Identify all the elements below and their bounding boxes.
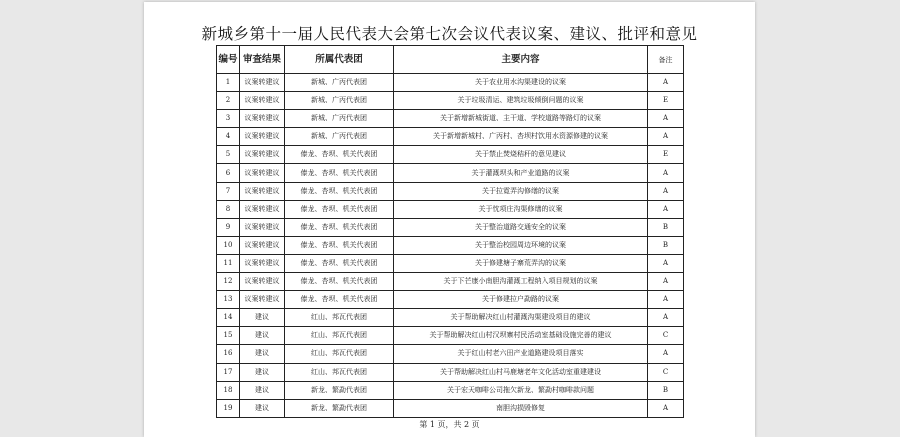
header-delegation: 所属代表团 <box>285 46 394 74</box>
cell-content: 关于新增新城街道、主干道、学校道路等路灯的议案 <box>394 110 648 128</box>
cell-status: 议案转建议 <box>240 291 285 309</box>
cell-no: 8 <box>217 200 240 218</box>
header-note: 备注 <box>648 46 684 74</box>
cell-status: 建议 <box>240 309 285 327</box>
cell-no: 7 <box>217 182 240 200</box>
cell-status: 议案转建议 <box>240 146 285 164</box>
table-row <box>217 327 684 345</box>
cell-no: 10 <box>217 236 240 254</box>
cell-content: 关于垃圾清运、建筑垃圾倾倒问题的议案 <box>394 92 648 110</box>
cell-note: B <box>648 218 684 236</box>
cell-note: A <box>648 128 684 146</box>
table-row <box>217 146 684 164</box>
cell-delegation: 红山、邦瓦代表团 <box>285 363 394 381</box>
cell-no: 14 <box>217 309 240 327</box>
cell-note: A <box>648 254 684 272</box>
cell-status: 建议 <box>240 363 285 381</box>
cell-status: 议案转建议 <box>240 200 285 218</box>
cell-note: A <box>648 200 684 218</box>
table-row <box>217 110 684 128</box>
cell-delegation: 傣龙、杏坝、机关代表团 <box>285 164 394 182</box>
cell-content: 关于新增新城村、广丙村、杏坝村饮用水资源修建的议案 <box>394 128 648 146</box>
cell-note: A <box>648 74 684 92</box>
cell-no: 3 <box>217 110 240 128</box>
cell-note: A <box>648 399 684 417</box>
cell-no: 6 <box>217 164 240 182</box>
cell-content: 关于整治校园周边环境的议案 <box>394 236 648 254</box>
cell-content: 关于下芒康小南胆沟灌溉工程纳入项目规划的议案 <box>394 273 648 291</box>
cell-no: 9 <box>217 218 240 236</box>
cell-content: 关于修建拉户勐路的议案 <box>394 291 648 309</box>
cell-delegation: 新龙、繁勐代表团 <box>285 381 394 399</box>
cell-delegation: 傣龙、杏坝、机关代表团 <box>285 146 394 164</box>
header-content: 主要内容 <box>394 46 648 74</box>
page-footer: 第 1 页，共 2 页 <box>419 420 480 429</box>
table-row <box>217 291 684 309</box>
cell-delegation: 傣龙、杏坝、机关代表团 <box>285 291 394 309</box>
cell-no: 12 <box>217 273 240 291</box>
cell-status: 议案转建议 <box>240 236 285 254</box>
cell-no: 2 <box>217 92 240 110</box>
cell-no: 13 <box>217 291 240 309</box>
cell-note: A <box>648 291 684 309</box>
cell-no: 5 <box>217 146 240 164</box>
cell-status: 议案转建议 <box>240 92 285 110</box>
cell-content: 关于灌溉坝头和产业道路的议案 <box>394 164 648 182</box>
cell-delegation: 傣龙、杏坝、机关代表团 <box>285 273 394 291</box>
cell-note: B <box>648 381 684 399</box>
cell-delegation: 傣龙、杏坝、机关代表团 <box>285 182 394 200</box>
cell-content: 关于农业用水沟渠建设的议案 <box>394 74 648 92</box>
cell-content: 关于修建塘子寨荒弄沟的议案 <box>394 254 648 272</box>
table-row <box>217 200 684 218</box>
cell-content: 南胆沟损毁修复 <box>394 399 648 417</box>
cell-no: 15 <box>217 327 240 345</box>
table-row <box>217 164 684 182</box>
cell-note: A <box>648 345 684 363</box>
cell-no: 17 <box>217 363 240 381</box>
cell-content: 关于帮助解决红山村马鹿塘老年文化活动室重建建设 <box>394 363 648 381</box>
cell-content: 关于忱项庄沟渠修缮的议案 <box>394 200 648 218</box>
cell-delegation: 傣龙、杏坝、机关代表团 <box>285 218 394 236</box>
cell-status: 建议 <box>240 345 285 363</box>
header-no: 编号 <box>217 46 240 74</box>
cell-no: 16 <box>217 345 240 363</box>
cell-note: E <box>648 146 684 164</box>
cell-note: B <box>648 236 684 254</box>
table-header-row <box>217 46 684 74</box>
table-row <box>217 74 684 92</box>
header-status: 审查结果 <box>240 46 285 74</box>
cell-delegation: 新城、广丙代表团 <box>285 110 394 128</box>
cell-content: 关于帮助解决红山村灌溉沟渠建设项目的建议 <box>394 309 648 327</box>
cell-delegation: 傣龙、杏坝、机关代表团 <box>285 200 394 218</box>
table-row <box>217 254 684 272</box>
cell-content: 关于禁止焚烧秸秆的意见建议 <box>394 146 648 164</box>
table-row <box>217 128 684 146</box>
cell-status: 建议 <box>240 381 285 399</box>
table-row <box>217 309 684 327</box>
cell-content: 关于红山村老六田产业道路建设项目落实 <box>394 345 648 363</box>
table-row <box>217 92 684 110</box>
cell-content: 关于拉霓弄沟修缮的议案 <box>394 182 648 200</box>
table-row <box>217 381 684 399</box>
cell-delegation: 红山、邦瓦代表团 <box>285 309 394 327</box>
cell-status: 议案转建议 <box>240 273 285 291</box>
cell-no: 11 <box>217 254 240 272</box>
cell-no: 18 <box>217 381 240 399</box>
cell-note: A <box>648 110 684 128</box>
cell-no: 4 <box>217 128 240 146</box>
cell-note: A <box>648 309 684 327</box>
cell-content: 关于整治道路交通安全的议案 <box>394 218 648 236</box>
cell-delegation: 新城、广丙代表团 <box>285 74 394 92</box>
cell-status: 议案转建议 <box>240 164 285 182</box>
cell-status: 议案转建议 <box>240 218 285 236</box>
document-title: 新城乡第十一届人民代表大会第七次会议代表议案、建议、批评和意见 <box>201 25 698 43</box>
document-page <box>144 2 755 437</box>
cell-status: 议案转建议 <box>240 74 285 92</box>
cell-note: A <box>648 182 684 200</box>
cell-delegation: 新龙、繁勐代表团 <box>285 399 394 417</box>
cell-status: 议案转建议 <box>240 110 285 128</box>
table-row <box>217 345 684 363</box>
table-row <box>217 182 684 200</box>
cell-note: C <box>648 327 684 345</box>
cell-delegation: 新城、广丙代表团 <box>285 92 394 110</box>
table-row <box>217 236 684 254</box>
cell-status: 议案转建议 <box>240 254 285 272</box>
cell-delegation: 红山、邦瓦代表团 <box>285 345 394 363</box>
cell-status: 议案转建议 <box>240 128 285 146</box>
cell-content: 关于帮助解决红山村汉坝寨村民活动室基础设施完善的建议 <box>394 327 648 345</box>
cell-note: C <box>648 363 684 381</box>
table-row <box>217 273 684 291</box>
cell-note: E <box>648 92 684 110</box>
cell-content: 关于宏天咖啡公司拖欠新龙、繁勐村咖啡款问题 <box>394 381 648 399</box>
cell-delegation: 红山、邦瓦代表团 <box>285 327 394 345</box>
cell-no: 1 <box>217 74 240 92</box>
cell-note: A <box>648 164 684 182</box>
cell-note: A <box>648 273 684 291</box>
proposal-table <box>216 45 684 418</box>
table-row <box>217 399 684 417</box>
table-row <box>217 218 684 236</box>
table-row <box>217 363 684 381</box>
cell-delegation: 傣龙、杏坝、机关代表团 <box>285 254 394 272</box>
cell-status: 议案转建议 <box>240 182 285 200</box>
cell-status: 建议 <box>240 327 285 345</box>
cell-status: 建议 <box>240 399 285 417</box>
cell-delegation: 新城、广丙代表团 <box>285 128 394 146</box>
cell-delegation: 傣龙、杏坝、机关代表团 <box>285 236 394 254</box>
cell-no: 19 <box>217 399 240 417</box>
